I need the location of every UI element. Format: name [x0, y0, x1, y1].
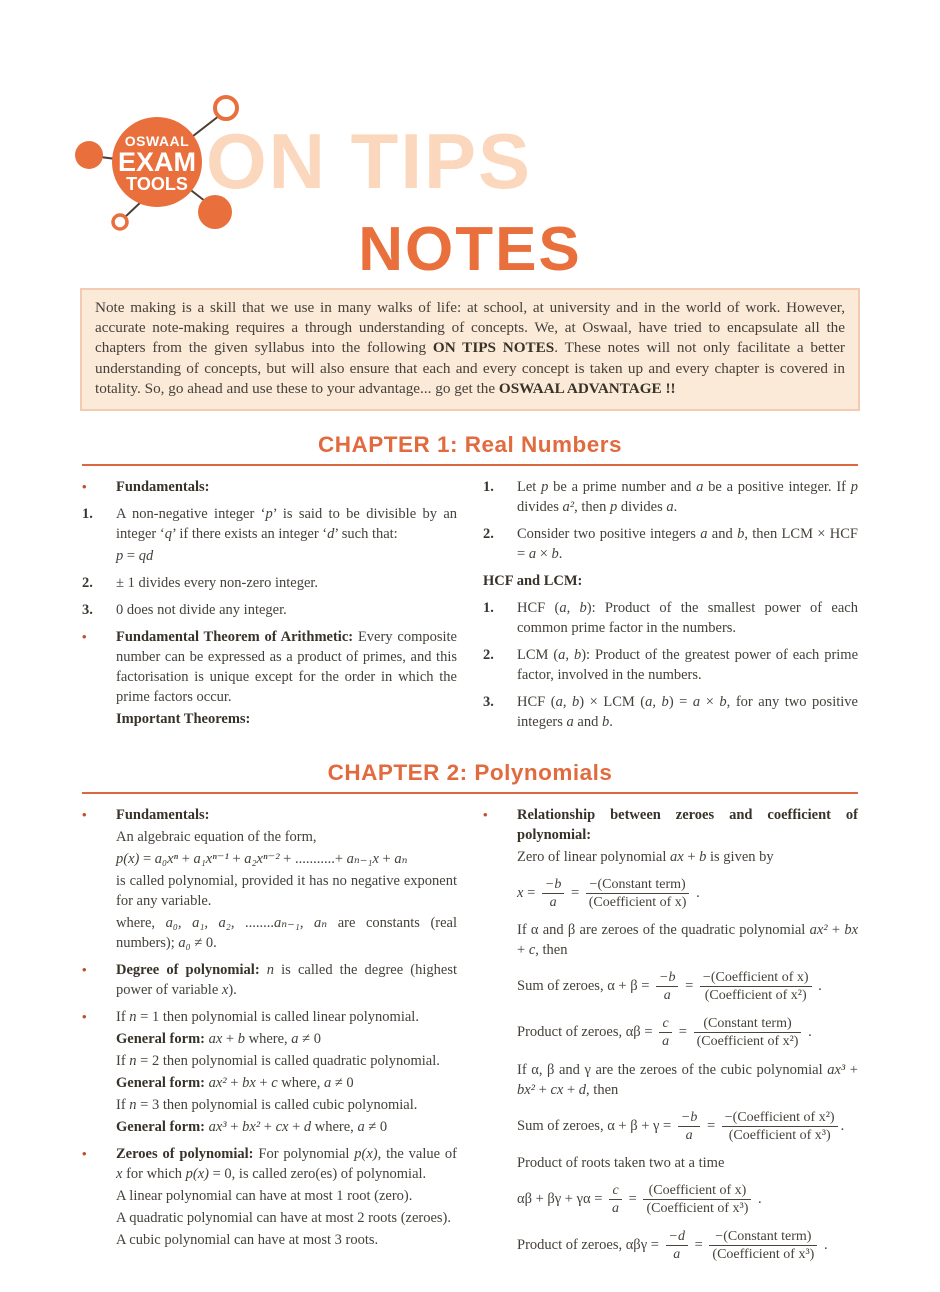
logo-text-exam: EXAM	[117, 147, 197, 177]
chapter-2-right-column	[483, 805, 858, 1277]
item-paragraph: Important Theorems:	[116, 711, 251, 728]
note-item	[483, 645, 858, 687]
item-body	[116, 504, 457, 568]
item-paragraph: Zero of linear polynomial ax + b is given by	[517, 849, 774, 866]
item-marker: 1.	[82, 506, 93, 523]
fraction: $\frac{\text{−(Constant term)}}{\text{(Coefficient of x)}}$	[586, 876, 690, 911]
item-body	[116, 573, 457, 595]
item-marker: 3.	[483, 694, 494, 711]
item-paragraph: Sum of zeroes, α + β = $\frac{-b}{a}$ = $\frac{\text{−(Coefficient of x)}}{\text{(Coefficient of x²)}}$ .	[517, 970, 822, 1004]
note-item	[483, 805, 858, 1272]
item-paragraph: HCF (a, b) × LCM (a, b) = a × b, for any two positive integers a and b.	[517, 694, 858, 731]
fraction: $\frac{-b}{a}$	[656, 969, 678, 1004]
item-paragraph: If α and β are zeroes of the quadratic polynomial ax² + bx + c, then	[517, 922, 858, 959]
item-marker: •	[82, 629, 87, 645]
item-body	[116, 805, 457, 955]
chapter-1-heading: CHAPTER 1: Real Numbers	[317, 432, 623, 458]
item-paragraph: Product of zeroes, αβ = $\frac{c}{a}$ = $\frac{\text{(Constant term)}}{\text{(Coefficient of x²)}}$ .	[517, 1016, 812, 1050]
molecule-dot-icon	[75, 141, 103, 169]
fraction: $\frac{c}{a}$	[659, 1015, 672, 1050]
item-paragraph: αβ + βγ + γα = $\frac{c}{a}$ = $\frac{\text{(Coefficient of x)}}{\text{(Coefficient of x³)}}$ .	[517, 1182, 762, 1216]
item-body	[116, 960, 457, 1002]
note-item	[82, 600, 457, 622]
item-paragraph: is called polynomial, provided it has no negative exponent for any variable.	[116, 873, 457, 910]
item-paragraph: Zeroes of polynomial: For polynomial p(x), the value of x for which p(x) = 0, is called zero(es) of polynomial.	[116, 1146, 457, 1183]
page-title-on-tips: ON TIPS	[206, 117, 533, 205]
item-paragraph: Let p be a prime number and a be a positive integer. If p divides a², then p divides a.	[517, 479, 859, 516]
item-body	[517, 524, 858, 566]
fraction: $\frac{c}{a}$	[609, 1182, 622, 1217]
logo-text-tools: TOOLS	[126, 174, 188, 194]
page-title-notes: NOTES	[358, 215, 582, 284]
note-item	[483, 598, 858, 640]
item-paragraph: ± 1 divides every non-zero integer.	[116, 575, 319, 592]
item-paragraph: HCF and LCM:	[483, 573, 583, 590]
item-body	[483, 571, 858, 593]
note-item	[82, 805, 457, 955]
item-paragraph: p = qd	[116, 548, 154, 565]
fraction: $\frac{-b}{a}$	[542, 876, 564, 911]
note-item	[82, 1144, 457, 1252]
note-item	[483, 524, 858, 566]
item-paragraph: If α, β and γ are the zeroes of the cubic polynomial ax³ + bx² + cx + d, then	[517, 1061, 858, 1098]
intro-note-box	[80, 288, 860, 411]
note-item	[82, 477, 457, 499]
fraction: $\frac{\text{−(Constant term)}}{\text{(Coefficient of x³)}}$	[709, 1228, 817, 1263]
chapter-2-divider	[82, 792, 858, 794]
item-paragraph: Degree of polynomial: n is called the degree (highest power of variable x).	[116, 962, 457, 999]
item-paragraph: If n = 1 then polynomial is called linear polynomial.	[116, 1009, 419, 1026]
item-paragraph: Product of roots taken two at a time	[517, 1154, 725, 1171]
item-paragraph: Fundamental Theorem of Arithmetic: Every composite number can be expressed as a product of primes, and this factorisation is unique except for the order in which the prime factors occur.	[116, 629, 457, 706]
item-paragraph: where, a₀, a₁, a₂, ........aₙ₋₁, aₙ are constants (real numbers); a₀ ≠ 0.	[116, 915, 458, 952]
item-body	[517, 598, 858, 640]
item-paragraph: A quadratic polynomial can have at most 2 roots (zeroes).	[116, 1210, 452, 1227]
item-marker: •	[82, 807, 87, 823]
item-marker: 2.	[483, 526, 494, 543]
item-paragraph: General form: ax² + bx + c where, a ≠ 0	[116, 1075, 354, 1092]
note-item	[82, 627, 457, 731]
fraction: $\frac{\text{(Constant term)}}{\text{(Coefficient of x²)}}$	[694, 1015, 802, 1050]
note-item	[82, 960, 457, 1002]
item-paragraph: A non-negative integer ‘p’ is said to be divisible by an integer ‘q’ if there exists an integer ‘d’ such that:	[116, 506, 458, 543]
fraction: $\frac{-b}{a}$	[678, 1109, 700, 1144]
item-paragraph: x = $\frac{-b}{a}$ = $\frac{\text{−(Constant term)}}{\text{(Coefficient of x)}}$ .	[517, 877, 700, 911]
item-body	[116, 1144, 457, 1252]
chapter-1-left-column	[82, 477, 457, 739]
intro-paragraph: Note making is a skill that we use in many walks of life: at school, at university and in the world of work. However, accurate note-making requires a through understanding of concepts. We, at Oswaal, have tried to encapsulate all the chapters from the given syllabus into the following ON TIPS NOTES. These notes will not only facilitate a better understanding of concepts, but will also ensure that each and every concept is taken up and every chapter is covered in totality. So, go ahead and use these to your advantage... go get the OSWAAL ADVANTAGE !!	[95, 299, 845, 397]
item-marker: •	[82, 962, 87, 978]
item-marker: •	[483, 807, 488, 823]
item-body	[517, 477, 858, 519]
item-paragraph: Fundamentals:	[116, 479, 210, 496]
note-item	[82, 573, 457, 595]
chapter-1-divider	[82, 464, 858, 466]
item-body	[517, 645, 858, 687]
item-paragraph: Relationship between zeroes and coefficient of polynomial:	[517, 807, 858, 844]
item-marker: 1.	[483, 600, 494, 617]
item-marker: 1.	[483, 479, 494, 496]
item-paragraph: An algebraic equation of the form,	[116, 829, 317, 846]
chapter-2-left-column	[82, 805, 457, 1277]
item-paragraph: p(x) = a₀xⁿ + a₁xⁿ⁻¹ + a₂xⁿ⁻² + ...........+ aₙ₋₁x + aₙ	[116, 851, 408, 868]
fraction: $\frac{-d}{a}$	[666, 1228, 688, 1263]
item-body	[517, 692, 858, 734]
item-body	[116, 627, 457, 731]
item-paragraph: If n = 3 then polynomial is called cubic polynomial.	[116, 1097, 418, 1114]
item-marker: 2.	[82, 575, 93, 592]
item-body	[116, 477, 457, 499]
item-paragraph: LCM (a, b): Product of the greatest power of each prime factor, involved in the numbers.	[517, 647, 859, 684]
sub-heading-item	[483, 571, 858, 593]
masthead	[0, 0, 940, 288]
note-item	[82, 504, 457, 568]
item-paragraph: A linear polynomial can have at most 1 root (zero).	[116, 1188, 413, 1205]
fraction: $\frac{\text{−(Coefficient of x²)}}{\text{(Coefficient of x³)}}$	[722, 1109, 838, 1144]
item-marker: 3.	[82, 602, 93, 619]
chapter-1-right-column	[483, 477, 858, 739]
item-body	[517, 805, 858, 1272]
item-paragraph: If n = 2 then polynomial is called quadratic polynomial.	[116, 1053, 440, 1070]
chapter-2-heading: CHAPTER 2: Polynomials	[327, 760, 613, 786]
note-item	[483, 692, 858, 734]
item-body	[116, 1007, 457, 1139]
item-paragraph: General form: ax³ + bx² + cx + d where, a ≠ 0	[116, 1119, 388, 1136]
chapter-2-section	[82, 760, 858, 1277]
fraction: $\frac{\text{(Coefficient of x)}}{\text{(Coefficient of x³)}}$	[643, 1182, 751, 1217]
fraction: $\frac{\text{−(Coefficient of x)}}{\text{(Coefficient of x²)}}$	[700, 969, 812, 1004]
chapter-1-section	[82, 432, 858, 739]
item-paragraph: Fundamentals:	[116, 807, 210, 824]
item-marker: •	[82, 1146, 87, 1162]
item-marker: 2.	[483, 647, 494, 664]
item-paragraph: 0 does not divide any integer.	[116, 602, 287, 619]
note-item	[82, 1007, 457, 1139]
item-paragraph: Product of zeroes, αβγ = $\frac{-d}{a}$ = $\frac{\text{−(Constant term)}}{\text{(Coefficient of x³)}}$ .	[517, 1228, 828, 1262]
item-marker: •	[82, 1009, 87, 1025]
item-paragraph: General form: ax + b where, a ≠ 0	[116, 1031, 321, 1048]
item-paragraph: Sum of zeroes, α + β + γ = $\frac{-b}{a}$ = $\frac{\text{−(Coefficient of x²)}}{\text{(Coefficient of x³)}}$ .	[517, 1109, 845, 1143]
logo-text-oswaal: OSWAAL	[124, 133, 190, 149]
chapter-2-columns	[82, 805, 858, 1277]
item-body	[116, 600, 457, 622]
item-marker: •	[82, 479, 87, 495]
note-item	[483, 477, 858, 519]
item-paragraph: A cubic polynomial can have at most 3 roots.	[116, 1232, 379, 1249]
chapter-1-columns	[82, 477, 858, 739]
item-paragraph: Consider two positive integers a and b, then LCM × HCF = a × b.	[517, 526, 859, 563]
item-paragraph: HCF (a, b): Product of the smallest power of each common prime factor in the numbers.	[517, 600, 858, 637]
